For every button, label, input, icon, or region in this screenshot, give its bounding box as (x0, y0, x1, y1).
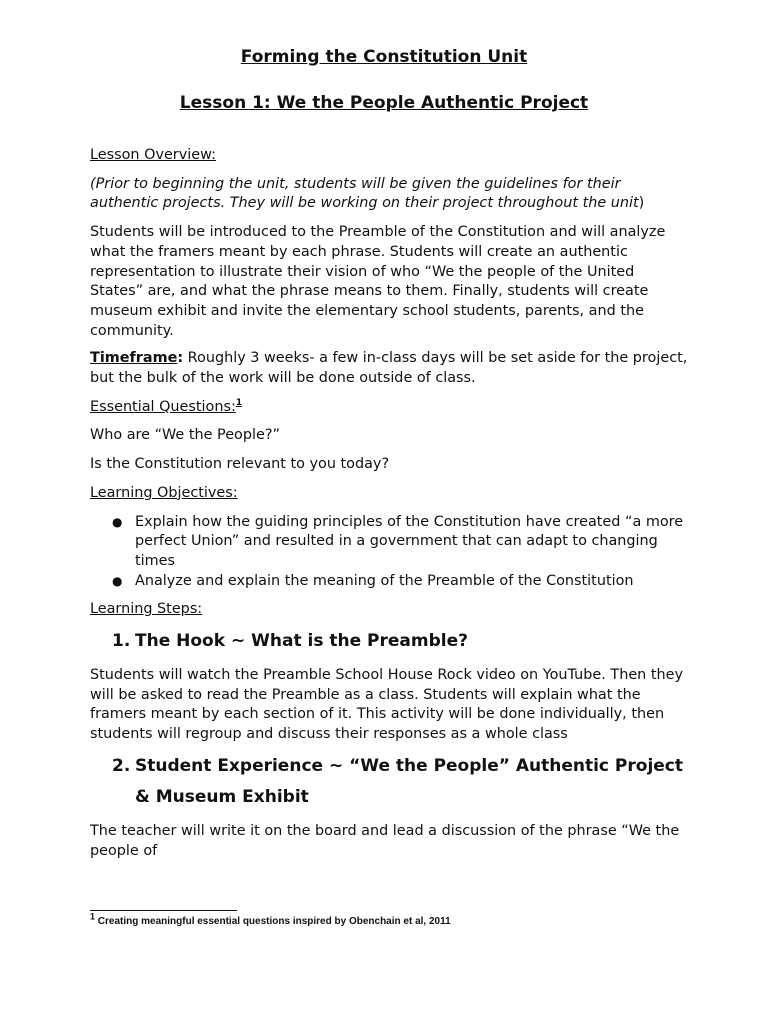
step-number: 1. (112, 631, 131, 652)
document-title: Forming the Constitution Unit (240, 47, 528, 67)
bullet-icon: ● (112, 514, 123, 529)
overview-note (90, 175, 690, 214)
overview-heading: Lesson Overview: (90, 147, 216, 163)
step-1-heading (90, 626, 690, 657)
objectives-heading: Learning Objectives: (90, 484, 238, 501)
footnote-divider (90, 910, 237, 911)
overview-body: Students will be introduced to the Preamble of the Constitution and will analyze what the framers meant by each phrase. Students will create an authentic representation to illustrate their vision of who “We the people of the United States” are, and what the phrase means to them. Finally, students will create museum exhibit and invite the elementary school students, parents, and the community. (90, 224, 666, 339)
eq-footnote-ref: 1 (235, 397, 243, 408)
timeframe-paragraph (90, 349, 690, 388)
bullet-icon: ● (112, 573, 123, 588)
objective-text: Analyze and explain the meaning of the Preamble of the Constitution (135, 572, 634, 589)
steps-heading: Learning Steps: (90, 601, 203, 618)
step-number: 2. (112, 755, 131, 776)
step-2-body: The teacher will write it on the board and lead a discussion of the phrase “We the people of (90, 822, 680, 859)
list-item (90, 513, 690, 572)
step-title: The Hook ~ What is the Preamble? (135, 631, 468, 652)
eq-heading-text: Essential Questions: (90, 398, 236, 415)
objectives-list (90, 513, 690, 592)
objective-text: Explain how the guiding principles of the Constitution have created “a more perfect Union” and resulted in a government that can adapt to changing times (135, 513, 684, 569)
footnote-number: 1 (90, 911, 96, 922)
step-2-heading (90, 751, 690, 813)
essential-question-1: Who are “We the People?” (90, 427, 280, 444)
step-title: Student Experience ~ “We the People” Authentic Project & Museum Exhibit (135, 755, 684, 807)
essential-questions-heading (90, 398, 690, 418)
footnote-text: Creating meaningful essential questions inspired by Obenchain et al, 2011 (95, 916, 451, 927)
timeframe-colon: : (177, 350, 184, 367)
timeframe-label: Timeframe (90, 350, 178, 367)
overview-note-text: (Prior to beginning the unit, students will be given the guidelines for their authentic projects. They will be working on their project throughout the unit (90, 175, 639, 212)
overview-note-close: ) (638, 195, 645, 212)
list-item (90, 572, 690, 592)
timeframe-text: Roughly 3 weeks- a few in-class days will be set aside for the project, but the bulk of the work will be done outside of class. (90, 350, 688, 387)
footnote (90, 911, 451, 929)
document-body (90, 146, 690, 861)
lesson-title: Lesson 1: We the People Authentic Project (179, 93, 589, 113)
step-1-body: Students will watch the Preamble School House Rock video on YouTube. Then they will be asked to read the Preamble as a class. Students will explain what the framers meant by each section of it. This activity will be done individually, then students will regroup and discuss their responses as a whole class (90, 667, 683, 743)
essential-question-2: Is the Constitution relevant to you today? (90, 456, 390, 473)
